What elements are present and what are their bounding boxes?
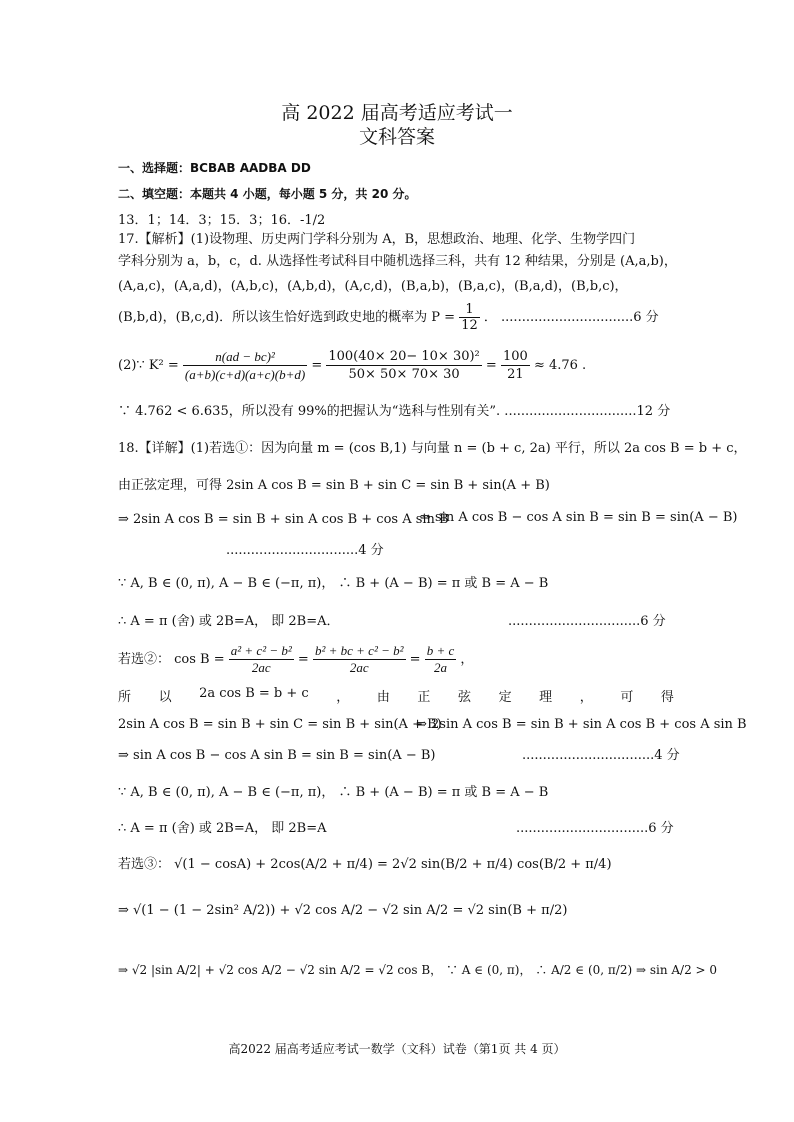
word: 正 bbox=[417, 690, 431, 705]
q18-line-15: ⇒ √2 |sin A/2| + √2 cos A/2 − √2 sin A/2 = √2 cos B， ∵ A ∈ (0, π)， ∴ A/2 ∈ (0, π/2) ⇒ sin A/2 > 0 bbox=[118, 963, 718, 977]
word: ， bbox=[579, 690, 593, 705]
word: 弦 bbox=[458, 690, 472, 705]
q18-justified-line bbox=[118, 686, 674, 705]
equals-sign: = bbox=[311, 358, 323, 373]
k2-value-fraction bbox=[501, 348, 530, 383]
k2-numerator: n(ad − bc)² bbox=[183, 348, 307, 366]
equals-sign: = bbox=[485, 358, 497, 373]
calc-denominator: 50× 50× 70× 30 bbox=[348, 367, 460, 382]
k2-result: ≈ 4.76 . bbox=[533, 358, 587, 373]
k2-denominator: (a+b)(c+d)(a+c)(b+d) bbox=[184, 367, 306, 382]
q18-line-3b: ⇒ sin A cos B − cos A sin B = sin B = sin(A − B) bbox=[420, 510, 738, 525]
k2-prefix: (2)∵ K² = bbox=[118, 358, 183, 373]
fraction-numerator: a² + c² − b² bbox=[230, 643, 292, 658]
word: 2a cos B = b + c bbox=[199, 686, 309, 701]
fill-in-answers: 13．1；14．3；15．3；16．-1/2 bbox=[118, 213, 326, 228]
option2-prefix: 若选②： cos B = bbox=[118, 652, 229, 667]
word: 定 bbox=[498, 690, 512, 705]
q18-line-5: ∵ A, B ∈ (0, π), A − B ∈ (−π, π)， ∴ B + (A − B) = π 或 B = A − B bbox=[118, 576, 549, 591]
q17-probability-line bbox=[118, 298, 659, 338]
equals-sign: = bbox=[297, 652, 309, 667]
cosine-rule-fraction bbox=[229, 643, 294, 676]
q18-line-2: 由正弦定理，可得 2sin A cos B = sin B + sin C = sin B + sin(A + B) bbox=[118, 478, 550, 493]
word: 由 bbox=[376, 690, 390, 705]
answer-subtitle: 文科答案 bbox=[358, 126, 435, 148]
word: 得 bbox=[660, 690, 674, 705]
value-denominator: 21 bbox=[507, 367, 524, 382]
section-multiple-choice: 一、选择题：BCBAB AADBA DD bbox=[118, 161, 311, 175]
q18-line-14: ⇒ √(1 − (1 − 2sin² A/2)) + √2 cos A/2 − √2 sin A/2 = √2 sin(B + π/2) bbox=[118, 903, 568, 918]
q17-line-3: (A,a,c)，(A,a,d)，(A,b,c)，(A,b,d)，(A,c,d)，(B,a,b)，(B,a,c)，(B,a,d)，(B,b,c)， bbox=[118, 279, 628, 294]
word: 可 bbox=[620, 690, 634, 705]
word: ， bbox=[336, 690, 350, 705]
simplified-fraction bbox=[425, 643, 457, 676]
option2-suffix: ， bbox=[460, 652, 474, 667]
section-fill-in: 二、填空题：本题共 4 小题，每小题 5 分，共 20 分。 bbox=[118, 187, 417, 201]
fraction-denominator: 12 bbox=[461, 318, 478, 333]
q17-probability-text: (B,b,d)，(B,c,d)．所以该生恰好选到政史地的概率为 P = bbox=[118, 310, 460, 325]
q18-score-4b: ................................4 分 bbox=[522, 748, 680, 763]
q18-score-6b: ................................6 分 bbox=[516, 821, 674, 836]
q18-score-6a: ................................6 分 bbox=[508, 614, 666, 629]
k2-formula-line bbox=[118, 342, 586, 390]
probability-fraction bbox=[459, 302, 480, 333]
equals-sign: = bbox=[409, 652, 421, 667]
q17-conclusion: ∵ 4.762 < 6.635，所以没有 99%的把握认为“选科与性别有关”. ................................12 分 bbox=[118, 404, 671, 419]
q17-score-6: ． ................................6 分 bbox=[483, 310, 659, 325]
q18-line-11: ∵ A, B ∈ (0, π), A − B ∈ (−π, π)， ∴ B + (A − B) = π 或 B = A − B bbox=[118, 785, 549, 800]
k2-calculation-fraction bbox=[326, 348, 481, 383]
word: 以 bbox=[158, 690, 172, 705]
q18-line-9b: ⇒ 2sin A cos B = sin B + sin A cos B + cos A sin B bbox=[416, 717, 747, 732]
fraction-numerator: 1 bbox=[459, 302, 480, 318]
fraction-numerator: b² + bc + c² − b² bbox=[314, 643, 404, 658]
q18-line-3a: ⇒ 2sin A cos B = sin B + sin A cos B + cos A sin B bbox=[118, 512, 449, 527]
q18-line-6: ∴ A = π (舍) 或 2B=A， 即 2B=A． bbox=[118, 614, 340, 629]
q17-line-2: 学科分别为 a，b，c，d. 从选择性考试科目中随机选择三科，共有 12 种结果，分别是 (A,a,b)， bbox=[118, 254, 677, 269]
value-numerator: 100 bbox=[502, 349, 528, 364]
substituted-fraction bbox=[313, 643, 406, 676]
word: 理 bbox=[539, 690, 553, 705]
fraction-denominator: 2a bbox=[433, 660, 447, 675]
fraction-numerator: b + c bbox=[426, 643, 455, 658]
fraction-denominator: 2ac bbox=[251, 660, 271, 675]
q17-line-1: 17.【解析】(1)设物理、历史两门学科分别为 A，B，思想政治、地理、化学、生物学四门 bbox=[118, 232, 636, 247]
q18-score-4: ................................4 分 bbox=[226, 543, 384, 558]
word: 所 bbox=[118, 690, 132, 705]
q18-line-1: 18.【详解】(1)若选①：因为向量 m = (cos B,1) 与向量 n = (b + c, 2a) 平行，所以 2a cos B = b + c， bbox=[118, 441, 747, 456]
calc-numerator: 100(40× 20− 10× 30)² bbox=[328, 349, 480, 364]
q18-option2-line bbox=[118, 638, 473, 682]
exam-title: 高 2022 届高考适应考试一 bbox=[281, 102, 513, 124]
q18-option3-line: 若选③： √(1 − cosA) + 2cos(A/2 + π/4) = 2√2 sin(B/2 + π/4) cos(B/2 + π/4) bbox=[118, 857, 612, 872]
k2-formula-fraction bbox=[183, 348, 307, 383]
page-footer: 高2022 届高考适应考试一数学（文科）试卷（第1页 共 4 页） bbox=[228, 1042, 566, 1056]
fraction-denominator: 2ac bbox=[349, 660, 369, 675]
q18-line-12: ∴ A = π (舍) 或 2B=A， 即 2B=A bbox=[118, 821, 327, 836]
q18-line-10: ⇒ sin A cos B − cos A sin B = sin B = sin(A − B) bbox=[118, 748, 436, 763]
q18-line-9a: 2sin A cos B = sin B + sin C = sin B + sin(A + B) bbox=[118, 717, 442, 732]
